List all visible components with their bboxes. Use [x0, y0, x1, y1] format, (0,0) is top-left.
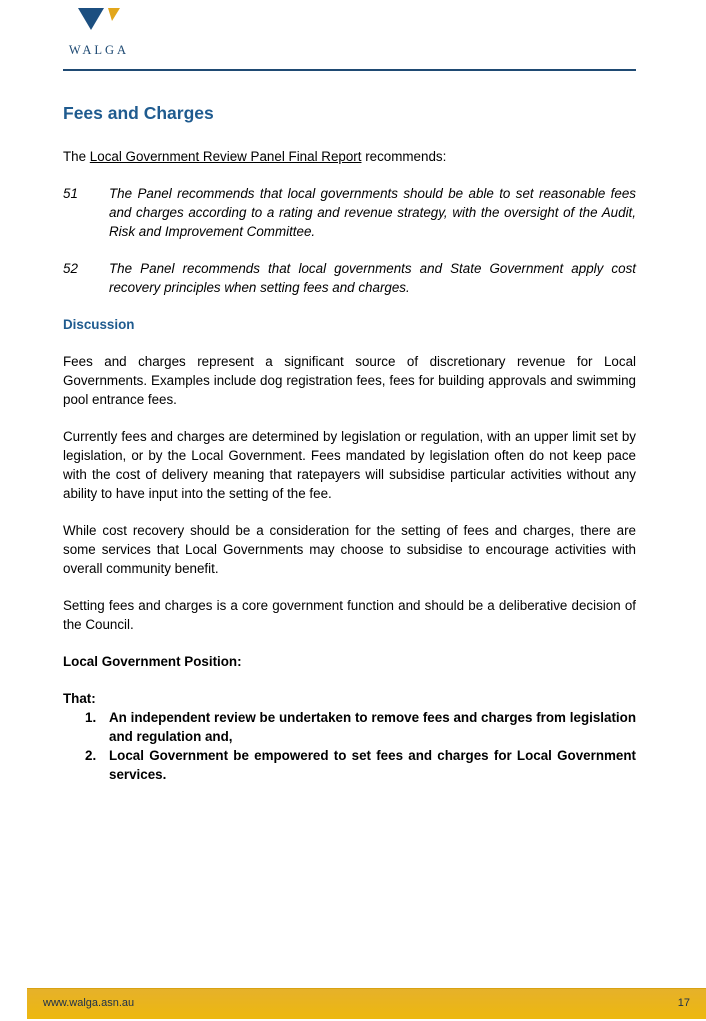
list-text: An independent review be undertaken to remove fees and charges from legislation and regulation and, [109, 710, 636, 744]
discussion-paragraph: Fees and charges represent a significant source of discretionary revenue for Local Governments. Examples include dog registration fees, fees for building approvals and swimming pool entrance fees. [63, 354, 636, 407]
discussion-paragraph: Currently fees and charges are determined by legislation or regulation, with an upper limit set by legislation, or by the Local Government. Fees mandated by legislation often do not keep pace with the cost of delivery meaning that ratepayers will subsidise particular activities without any ability to have input into the setting of the fee. [63, 429, 636, 501]
walga-logo-icon [78, 6, 124, 40]
list-item [63, 708, 636, 746]
page-title: Fees and Charges [63, 103, 214, 123]
recommendation-number: 51 [63, 186, 78, 201]
recommendation-text: The Panel recommends that local governments should be able to set reasonable fees and charges according to a rating and revenue strategy, with the oversight of the Audit, Risk and Improvement Committee. [109, 186, 636, 239]
recommendation-number: 52 [63, 261, 78, 276]
report-link[interactable]: Local Government Review Panel Final Report [89, 149, 362, 164]
page-number: 17 [677, 997, 690, 1009]
footer-url[interactable]: www.walga.asn.au [43, 997, 135, 1009]
discussion-heading: Discussion [63, 317, 135, 332]
position-heading: Local Government Position: [63, 654, 242, 669]
intro-paragraph [63, 147, 636, 166]
recommendation-text: The Panel recommends that local governments and State Government apply cost recovery principles when setting fees and charges. [109, 261, 636, 295]
list-number: 1. [85, 710, 97, 725]
recommendation-item [63, 259, 636, 297]
discussion-paragraph: Setting fees and charges is a core government function and should be a deliberative decision of the Council. [63, 598, 636, 632]
position-that: That: [63, 691, 96, 706]
discussion-paragraph: While cost recovery should be a consideration for the setting of fees and charges, there are some services that Local Governments may choose to subsidise to encourage activities with overall community benefit. [63, 523, 636, 576]
position-list [63, 708, 636, 784]
header-divider [63, 69, 636, 71]
walga-logo [64, 6, 134, 58]
intro-suffix: recommends: [361, 149, 447, 164]
page-content [63, 101, 636, 784]
logo-text: WALGA [68, 43, 130, 57]
list-number: 2. [85, 748, 97, 763]
intro-prefix: The [63, 149, 90, 164]
recommendation-item [63, 184, 636, 241]
list-item [63, 746, 636, 784]
list-text: Local Government be empowered to set fees and charges for Local Government services. [109, 748, 636, 782]
page-footer [27, 988, 706, 1019]
